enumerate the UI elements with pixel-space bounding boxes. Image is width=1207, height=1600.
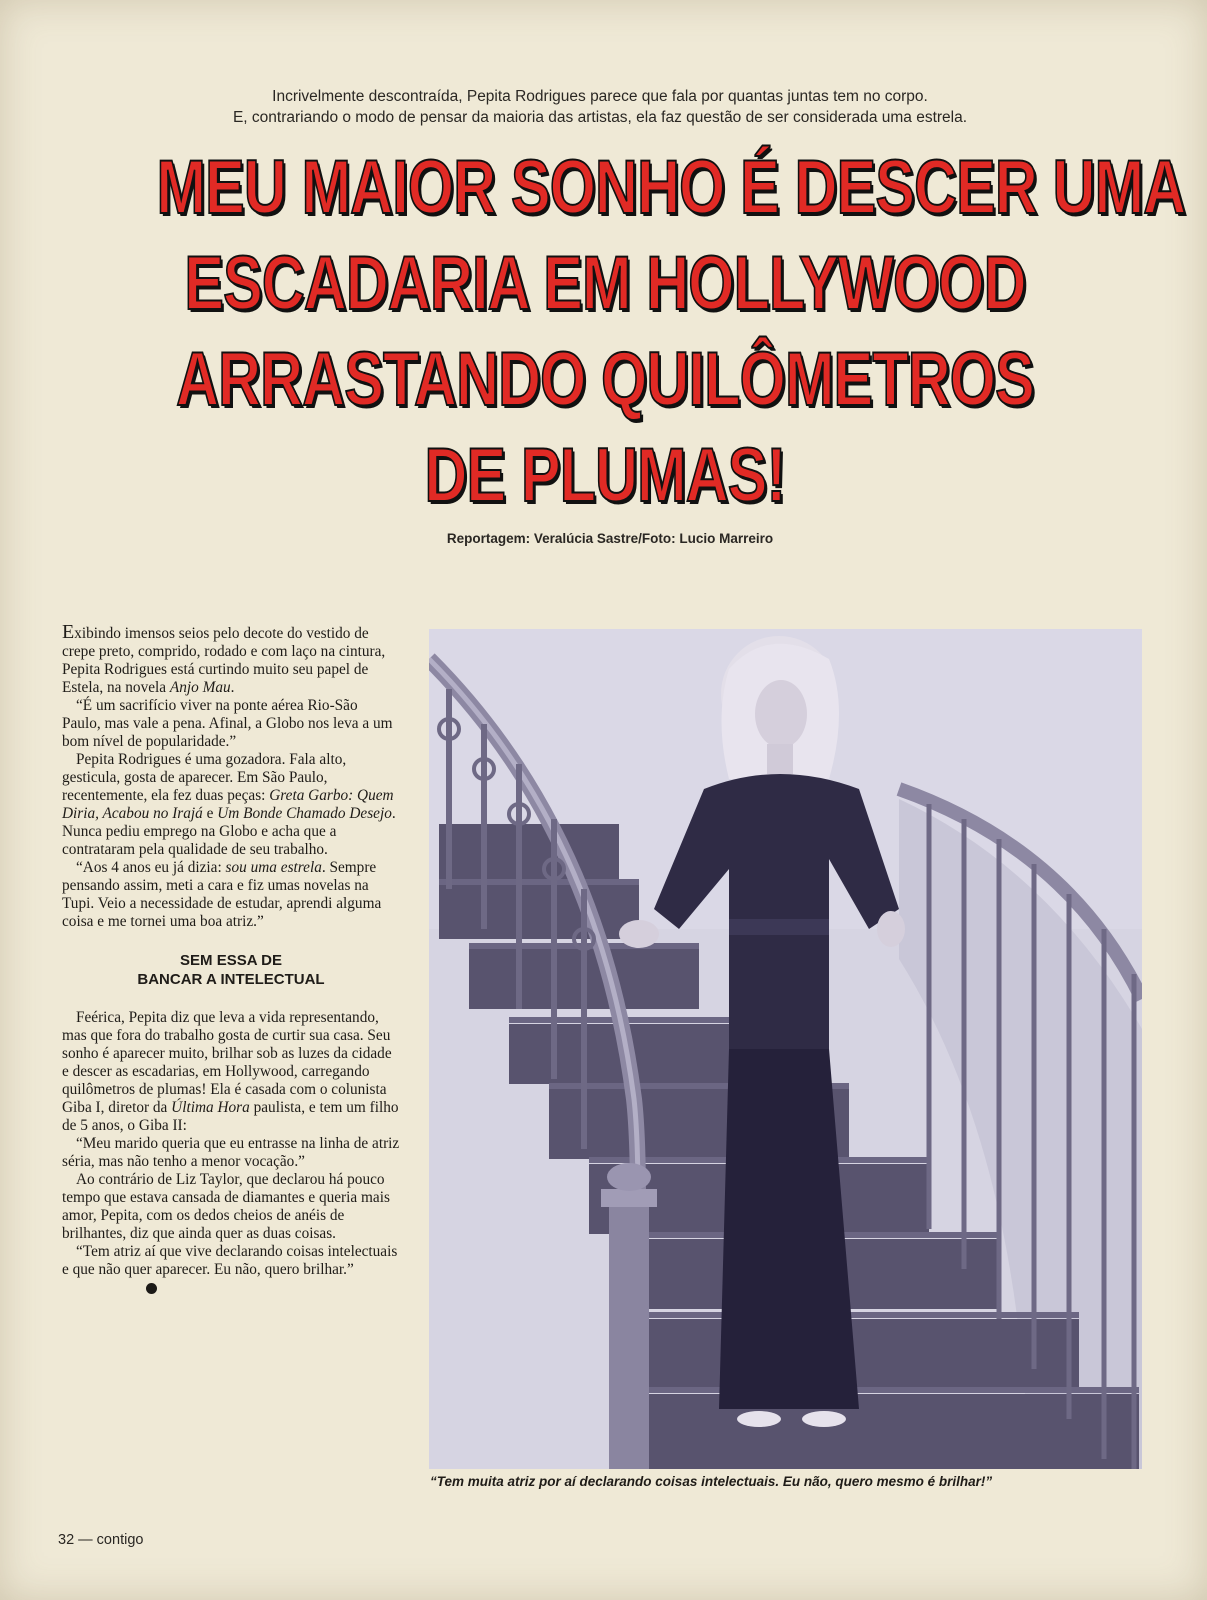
text-run: Feérica, Pepita diz que leva a vida representando, mas que fora do trabalho gosta de curtir sua casa. Seu sonho é aparecer muito, brilhar sob as luzes da cidade e descer as escadarias, em Hollywood, carregando quilômetros de plumas! Ela é casada com o colunista Giba I, diretor da <box>62 1009 392 1116</box>
photo-caption: “Tem muita atriz por aí declarando coisas intelectuais. Eu não, quero mesmo é brilhar!” <box>430 1474 993 1489</box>
italic-title: Última Hora <box>171 1099 250 1116</box>
headline-line-1: MEU MAIOR SONHO É DESCER UMA <box>156 145 1186 230</box>
paragraph-5 <box>62 1009 400 1135</box>
text-run: . Nunca pediu emprego na Globo e acha que a contrataram pela qualidade de seu trabalho. <box>62 805 396 858</box>
deck-line-1: Incrivelmente descontraída, Pepita Rodrigues parece que fala por quantas juntas tem no corpo. <box>272 88 928 105</box>
section-subhead <box>62 951 400 989</box>
headline-line-4: DE PLUMAS! <box>424 433 786 518</box>
photo-illustration <box>429 629 1142 1469</box>
paragraph-8 <box>62 1243 400 1297</box>
photo-actress-on-staircase <box>429 629 1142 1469</box>
italic-title: Anjo Mau <box>169 679 231 696</box>
italic-title: Greta Garbo: Quem Diria, Acabou no Irajá <box>62 787 394 822</box>
paragraph-7: Ao contrário de Liz Taylor, que declarou há pouco tempo que estava cansada de diamantes e queria mais amor, Pepita, com os dedos cheios de anéis de brilhantes, diz que ainda quer as duas coisas. <box>62 1171 390 1242</box>
article-body <box>62 623 400 1297</box>
headline <box>156 140 1186 524</box>
paragraph-2: “É um sacrifício viver na ponte aérea Rio-São Paulo, mas vale a pena. Afinal, a Globo nos leva a um bom nível de popularidade.” <box>62 697 393 750</box>
text-run: paulista, e tem um filho de 5 anos, o Giba II: <box>62 1099 399 1134</box>
end-mark-icon <box>146 1283 157 1294</box>
article-deck <box>100 86 1100 128</box>
paragraph-4 <box>62 859 400 931</box>
text-run: “Tem atriz aí que vive declarando coisas intelectuais e que não quer aparecer. Eu não, quero brilhar.” <box>62 1243 398 1278</box>
text-run: . Sempre pensando assim, meti a cara e fiz umas novelas na Tupi. Veio a necessidade de estudar, aprendi alguma coisa e me tornei uma boa atriz.” <box>62 859 382 930</box>
paragraph-3 <box>62 751 400 859</box>
italic-phrase: sou uma estrela <box>225 859 322 876</box>
text-run: e <box>202 805 218 822</box>
page-folio: 32 — contigo <box>58 1532 144 1548</box>
italic-title: Um Bonde Chamado Desejo <box>217 805 392 822</box>
text-run: Pepita Rodrigues é uma gozadora. Fala alto, gesticula, gosta de aparecer. Em São Paulo, recentemente, ela fez duas peças: <box>62 751 347 804</box>
text-run: Exibindo imensos seios pelo decote do vestido de crepe preto, comprido, rodado e com laço na cintura, Pepita Rodrigues está curtindo muito seu papel de Estela, na novela <box>62 621 386 696</box>
paragraph-6: “Meu marido queria que eu entrasse na linha de atriz séria, mas não tenho a menor vocação.” <box>62 1135 400 1170</box>
text-run: “Aos 4 anos eu já dizia: <box>76 859 226 876</box>
paragraph-1 <box>62 623 400 697</box>
newel-post <box>609 1189 649 1469</box>
deck-line-2: E, contrariando o modo de pensar da maioria das artistas, ela faz questão de ser considerada uma estrela. <box>232 109 968 126</box>
subhead-line-1: SEM ESSA DE <box>180 952 282 969</box>
headline-line-2: ESCADARIA EM HOLLYWOOD <box>184 241 1026 326</box>
headline-line-3: ARRASTANDO QUILÔMETROS <box>176 337 1034 422</box>
text-run: . <box>230 679 235 696</box>
subhead-line-2: BANCAR A INTELECTUAL <box>137 971 325 988</box>
byline-credits: Reportagem: Veralúcia Sastre/Foto: Lucio Marreiro <box>446 531 774 546</box>
